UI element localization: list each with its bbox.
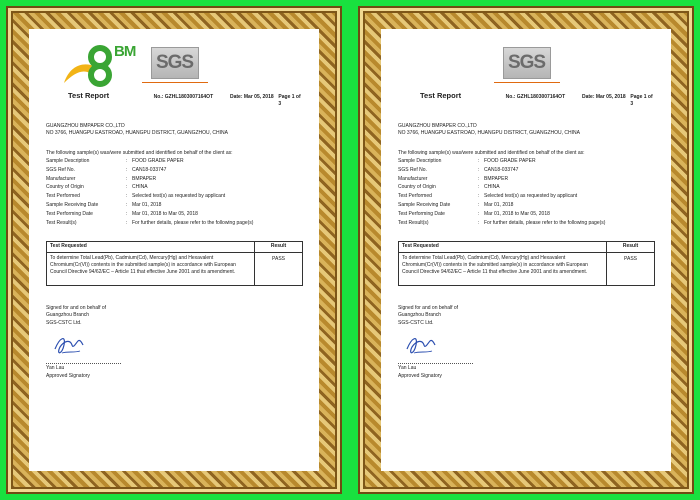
report-page: Page 1 of 3 [278, 94, 301, 108]
report-title: Test Report [420, 91, 462, 100]
field-row: Country of Origin : CHINA [46, 184, 148, 191]
field-row: Sample Receiving Date : Mar 01, 2018 [46, 202, 162, 209]
signatory-name: Yan Lau [46, 365, 65, 372]
logo-area [398, 41, 655, 85]
signoff-line: SGS-CSTC Ltd. [46, 319, 82, 326]
signature-icon [52, 331, 86, 359]
signoff-block [46, 305, 303, 328]
results-header [399, 242, 654, 253]
field-row: Test Performed : Selected test(s) as requested by applicant [46, 193, 226, 200]
certificate-paper-right [381, 29, 671, 471]
header-test-requested: Test Requested [402, 243, 439, 250]
signoff-line: Guangzhou Branch [398, 312, 442, 319]
results-row [399, 253, 654, 285]
signature-icon [404, 331, 438, 359]
field-row: Test Result(s) : For further details, please refer to the following page(s) [46, 219, 254, 226]
header-result: Result [254, 241, 302, 252]
test-requested-text: To determine Total Lead(Pb), Cadmium(Cd), Mercury(Hg) and Hexavalent Chromium(Cr(VI)) contents in the submitted sample(s) in accordance with European Council Directive 94/62/EC – Article 11 that effective June 2001 and its amendment. [50, 254, 236, 276]
field-row: Sample Receiving Date : Mar 01, 2018 [398, 202, 514, 209]
client-address: NO 3766, HUANGPU EASTROAD, HUANGPU DISTRICT, GUANGZHOU, CHINA [398, 130, 580, 136]
report-header [398, 91, 655, 109]
signatory [398, 365, 655, 380]
field-row: Manufacturer : BMPAPER [46, 175, 157, 182]
header-result: Result [606, 241, 654, 252]
field-row: Country of Origin : CHINA [398, 184, 500, 191]
logo-area [46, 41, 303, 85]
field-row: Sample Description : FOOD GRADE PAPER [46, 157, 184, 164]
signoff-block [398, 305, 655, 328]
client-block [46, 123, 303, 138]
sample-fields [398, 157, 655, 228]
signoff-line: Guangzhou Branch [46, 312, 90, 319]
results-table [398, 241, 655, 286]
report-page: Page 1 of 3 [630, 94, 653, 108]
signatory-role: Approved Signatory [46, 372, 90, 379]
field-row: Test Result(s) : For further details, please refer to the following page(s) [398, 219, 606, 226]
signature-line [46, 363, 121, 364]
field-row: Manufacturer : BMPAPER [398, 175, 509, 182]
intro-text: The following sample(s) was/were submitted and identified on behalf of the client as: [398, 149, 585, 156]
client-address: NO 3766, HUANGPU EASTROAD, HUANGPU DISTRICT, GUANGZHOU, CHINA [46, 130, 228, 136]
report-date: Date: Mar 05, 2018 [582, 94, 626, 100]
signoff-line: SGS-CSTC Ltd. [398, 319, 434, 326]
field-row: Test Performing Date : Mar 01, 2018 to Mar 05, 2018 [398, 211, 550, 218]
field-row: Sample Description : FOOD GRADE PAPER [398, 157, 536, 164]
certificate-paper-left [29, 29, 319, 471]
report-title: Test Report [68, 91, 110, 100]
signoff-line: Signed for and on behalf of [398, 304, 459, 311]
field-row: SGS Ref No. : CAN18-033747 [46, 166, 167, 173]
report-number: No.: GZHL1803007164OT [505, 94, 566, 100]
signatory [46, 365, 303, 380]
client-block [398, 123, 655, 138]
results-header [47, 242, 302, 253]
sample-fields [46, 157, 303, 228]
client-name: GUANGZHOU BMPAPER CO.,LTD [46, 122, 125, 129]
certificate-frame-left [6, 6, 342, 494]
header-test-requested: Test Requested [50, 243, 87, 250]
test-requested-text: To determine Total Lead(Pb), Cadmium(Cd), Mercury(Hg) and Hexavalent Chromium(Cr(VI)) contents in the submitted sample(s) in accordance with European Council Directive 94/62/EC – Article 11 that effective June 2001 and its amendment. [402, 254, 588, 276]
field-row: Test Performing Date : Mar 01, 2018 to Mar 05, 2018 [46, 211, 198, 218]
certificate-frame-right [358, 6, 694, 494]
client-name: GUANGZHOU BMPAPER CO.,LTD [398, 122, 477, 129]
field-row: SGS Ref No. : CAN18-033747 [398, 166, 519, 173]
signatory-name: Yan Lau [398, 365, 417, 372]
report-number: No.: GZHL1803007164OT [153, 94, 214, 100]
field-row: Test Performed : Selected test(s) as requested by applicant [398, 193, 578, 200]
sgs-logo: SGS [503, 47, 551, 79]
report-date: Date: Mar 05, 2018 [230, 94, 274, 100]
signatory-role: Approved Signatory [398, 372, 442, 379]
result-value: PASS [606, 253, 654, 285]
signoff-line: Signed for and on behalf of [46, 304, 107, 311]
report-header [46, 91, 303, 109]
result-value: PASS [254, 253, 302, 285]
intro-text: The following sample(s) was/were submitted and identified on behalf of the client as: [46, 149, 233, 156]
sgs-logo: SGS [151, 47, 199, 79]
results-table [46, 241, 303, 286]
brand-mark-text: BM [114, 43, 136, 60]
results-row [47, 253, 302, 285]
signature-line [398, 363, 473, 364]
